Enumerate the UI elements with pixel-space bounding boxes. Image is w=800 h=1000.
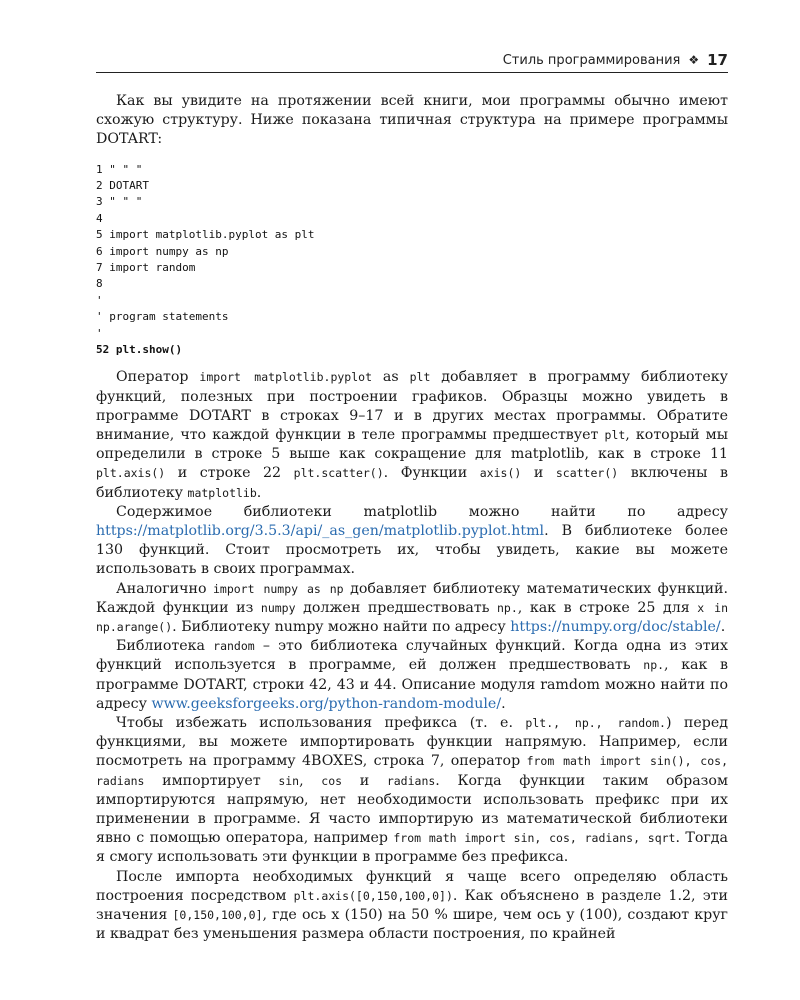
- code-line: 52 plt.show(): [96, 342, 183, 356]
- inline-code: plt.scatter(): [293, 466, 384, 481]
- intro-paragraph: Как вы увидите на протяжении всей книги, мои программы обычно имеют схожую структуру. Ниже показана типичная структура на примере программы DOTART:: [96, 93, 728, 148]
- paragraph-numpy: Аналогично import numpy as np добавляет библиотеку математических функций. Каждой функции из numpy должен предшествовать np., как в строке 25 для x in np.arange(). Библиотеку numpy можно найти по адресу https://numpy.org/doc/stable/.: [96, 580, 728, 635]
- code-line: ' program statements: [96, 310, 229, 324]
- code-line: 2 DOTART: [96, 179, 149, 192]
- header-title: Стиль программирования: [502, 52, 681, 68]
- code-line: 4: [96, 211, 103, 225]
- diamond-ornament-icon: ❖: [688, 53, 700, 67]
- code-listing: [96, 162, 728, 359]
- paragraph-plot-area: После импорта необходимых функций я чаще всего определяю область построения посредством plt.axis([0,150,100,0]). Как объяснено в разделе 1.2, эти значения [0,150,100,0], где ось x (150) на 50 % шире, чем ось y (100), создают круг и квадрат без уменьшения размера области построения, по крайней: [96, 868, 728, 943]
- inline-code: np.: [497, 600, 518, 615]
- inline-code: from math import sin(), cos, radians: [96, 754, 728, 788]
- code-line: ': [96, 293, 103, 307]
- inline-code: import numpy as np: [212, 581, 344, 596]
- page-number: 17: [707, 51, 728, 69]
- random-module-link[interactable]: www.geeksforgeeks.org/python-random-module/: [151, 695, 502, 712]
- inline-code: plt., np., random.: [525, 715, 666, 730]
- code-line: 1 " " ": [96, 162, 143, 176]
- code-line: 7 import random: [96, 260, 196, 274]
- code-line: 8: [96, 277, 103, 291]
- inline-code: plt.axis([0,150,100,0]): [293, 888, 453, 903]
- inline-code: matplotlib: [187, 485, 257, 500]
- inline-code: radians: [386, 773, 436, 788]
- inline-code: plt: [604, 427, 626, 442]
- inline-code: np.: [643, 658, 665, 673]
- matplotlib-docs-link[interactable]: https://matplotlib.org/3.5.3/api/_as_gen/matplotlib.pyplot.html: [96, 522, 545, 539]
- inline-code: cos: [321, 773, 343, 788]
- inline-code: plt: [409, 370, 431, 385]
- inline-code: sin: [278, 773, 300, 788]
- inline-code: axis(): [479, 466, 522, 481]
- paragraph-matplotlib-import: Оператор import matplotlib.pyplot as plt добавляет в программу библиотеку функций, полезных при построении графиков. Образцы можно увидеть в программе DOTART в строках 9–17 и в других местах программы. Обратите внимание, что каждой функции в теле программы предшествует plt, который мы определили в строке 5 выше как сокращение для matplotlib, как в строке 11 plt.axis() и строке 22 plt.scatter(). Функции axis() и scatter() включены в библиотеку matplotlib.: [96, 369, 728, 501]
- inline-code: scatter(): [555, 466, 619, 481]
- inline-code: from math import sin, cos, radians, sqrt: [393, 831, 676, 846]
- inline-code: import matplotlib.pyplot: [199, 370, 372, 385]
- inline-code: numpy: [260, 600, 296, 615]
- paragraph-direct-import: Чтобы избежать использования префикса (т. е. plt., np., random.) перед функциями, вы можете импортировать функции напрямую. Например, если посмотреть на программу 4BOXES, строка 7, оператор from math import sin(), cos, radians импортирует sin, cos и radians. Когда функции таким образом импортируются напрямую, нет необходимости использовать префикс при их применении в программе. Я часто импортирую из математической библиотеки явно с помощью оператора, например from math import sin, cos, radians, sqrt. Тогда я смогу использовать эти функции в программе без префикса.: [96, 714, 728, 866]
- code-line: 5 import matplotlib.pyplot as plt: [96, 228, 315, 242]
- inline-code: x in np.arange(): [96, 600, 728, 634]
- numpy-docs-link[interactable]: https://numpy.org/doc/stable/: [510, 618, 721, 635]
- running-header: [96, 48, 728, 73]
- inline-code: plt.axis(): [96, 466, 166, 481]
- code-line: 6 import numpy as np: [96, 244, 229, 258]
- inline-code: [0,150,100,0]: [172, 907, 263, 922]
- page-body: [96, 92, 728, 944]
- paragraph-random: Библиотека random – это библиотека случайных функций. Когда одна из этих функций используется в программе, ей должен предшествовать np., как в программе DOTART, строки 42, 43 и 44. Описание модуля ramdom можно найти по адресу www.geeksforgeeks.org/python-random-module/.: [96, 638, 728, 712]
- code-line: ': [96, 326, 103, 340]
- inline-code: random: [213, 639, 255, 654]
- code-line: 3 " " ": [96, 195, 143, 209]
- paragraph-matplotlib-docs: Содержимое библиотеки matplotlib можно найти по адресу https://matplotlib.org/3.5.3/api/_as_gen/matplotlib.pyplot.html. В библиотеке более 130 функций. Стоит просмотреть их, чтобы увидеть, какие вы можете использовать в своих программах.: [96, 503, 728, 578]
